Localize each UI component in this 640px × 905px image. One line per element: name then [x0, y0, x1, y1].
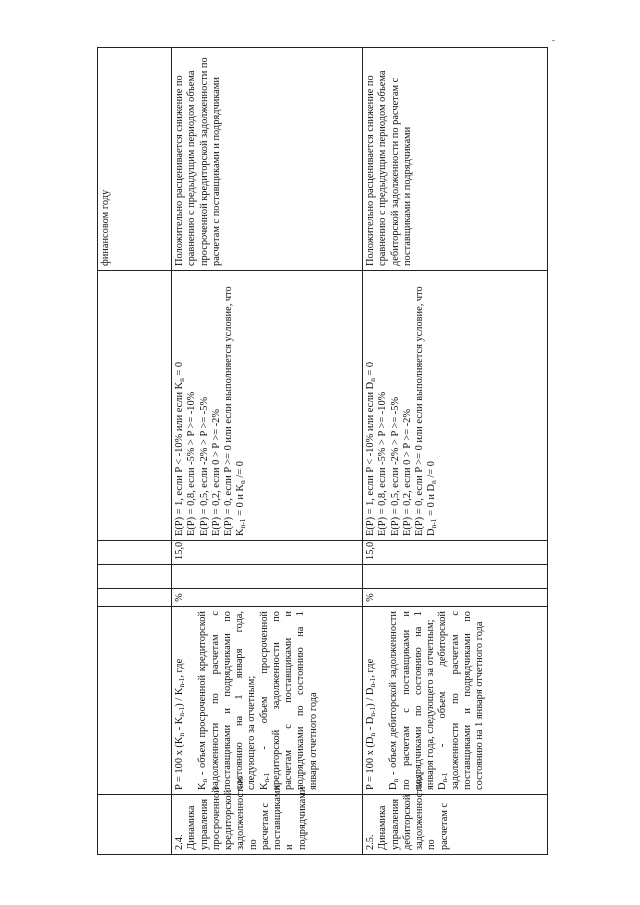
definition-previous: $K_{n-1}$ - объем просроченной кредиторской задолженности по расчетам с поставщиками и подрядчиками по состоянию на 1 января отчетного года [258, 611, 319, 790]
formula-text: E(P) = 0,8, если -5% > P >= -10% [186, 391, 198, 536]
evaluation-line [174, 275, 186, 536]
formula [365, 611, 377, 790]
header-cell-number [98, 795, 172, 855]
evaluation-cell [172, 271, 363, 541]
subscript: n-1 [368, 677, 377, 688]
formula-text: E(P) = 0,2, если 0 > P >= -2% [401, 409, 413, 536]
header-cell-evaluation [98, 271, 172, 541]
scan-mark [552, 40, 555, 41]
indicator-name: Динамика управления дебиторской задолженностью по расчетам с [377, 775, 450, 850]
row-number-and-name [172, 775, 363, 855]
header-cell-weight [98, 541, 172, 565]
subscript: n-1 [238, 518, 248, 529]
evaluation-line [211, 275, 223, 536]
formula-text: = 0 [365, 361, 376, 379]
formula-text: E(P) = 0,5, если -2% > P >= -5% [198, 396, 210, 536]
definition-previous: $D_{n-1}$ - объем дебиторской задолженности по расчетам с поставщиками и подрядчиками по состоянию на 1 января отчетного года [437, 611, 486, 790]
formula-text: E(P) = 0,2, если 0 > P >= -2% [210, 409, 222, 536]
indicator-name: Динамика управления просроченной кредиторской задолженностью по расчетам с поставщиками и подрядчиками [186, 775, 308, 850]
header-cell-comment: финансовом году [98, 48, 172, 271]
empty-cell [172, 565, 363, 589]
formula-text: P = 100 x (K [174, 736, 185, 790]
evaluation-line [377, 275, 389, 536]
rotated-table-container [97, 48, 547, 855]
formula-text: = 0 и D [426, 483, 438, 519]
formula-cell [363, 607, 548, 795]
header-cell-empty [98, 565, 172, 589]
row-number: 2.4. [174, 834, 185, 850]
comment-cell: Положительно расценивается снижение по сравнению с предыдущим периодом объема дебиторской задолженности по расчетам с поставщиками и подрядчиками [363, 48, 548, 271]
subscript: n [368, 732, 377, 737]
formula-text: /= 0 [235, 461, 247, 481]
formula-text: E(P) = 1, если P < -10% или если K [174, 381, 185, 536]
formula-text: - K [174, 716, 185, 733]
row-number: 2.5. [365, 834, 376, 850]
subscript: n [429, 480, 439, 484]
indicators-table [97, 47, 548, 855]
evaluation-line [199, 275, 211, 536]
subscript: n-1 [368, 706, 377, 717]
table-header-row [98, 48, 172, 855]
formula-text: , где [365, 658, 376, 678]
weight-cell: 15,0 [172, 541, 363, 565]
subscript: n [177, 378, 186, 382]
evaluation-line [414, 275, 439, 536]
row-number-and-name [363, 775, 548, 855]
formula-text: E(P) = 0, если P >= 0 или если выполняется условие, что K [223, 286, 247, 536]
subscript: n [238, 480, 248, 484]
formula-cell [172, 607, 363, 795]
header-cell-unit [98, 589, 172, 607]
formula-text: E(P) = 0,5, если -2% > P >= -5% [389, 396, 401, 536]
subscript: n-1 [177, 706, 186, 717]
unit-cell: % [172, 589, 363, 607]
formula-text: = 0 и K [235, 483, 247, 519]
empty-cell [363, 565, 548, 589]
table-row [363, 48, 548, 855]
formula-text: - D [365, 716, 376, 733]
definition-current: $D_n$ - объем дебиторской задолженности по расчетам с поставщиками и подрядчиками по состоянию на 1 января года, следующего за отчетным; [388, 611, 437, 790]
formula-text: ) / D [365, 687, 376, 707]
unit-cell: % [363, 589, 548, 607]
formula-text: E(P) = 0, если P >= 0 или если выполняется условие, что D [414, 286, 438, 536]
evaluation-line [402, 275, 414, 536]
definition-current: $K_n$ - объем просроченной кредиторской задолженности по расчетам с поставщиками и подрядчиками по состоянию на 1 января года, следующего за отчетным; [197, 611, 258, 790]
formula-text: , где [174, 658, 185, 678]
subscript: n [177, 732, 186, 737]
evaluation-line [186, 275, 198, 536]
comment-cell: Положительно расценивается снижение по сравнению с предыдущим периодом объема просроченной кредиторской задолженности по расчетам с поставщиками и подрядчиками [172, 48, 363, 271]
formula-text: ) / K [174, 687, 185, 707]
evaluation-line [223, 275, 248, 536]
formula-text: = 0 [174, 361, 185, 379]
evaluation-line [365, 275, 377, 536]
subscript: n [368, 378, 377, 382]
weight-cell: 15,0 [363, 541, 548, 565]
table-row [172, 48, 363, 855]
header-cell-formula [98, 607, 172, 795]
subscript: n-1 [177, 677, 186, 688]
formula [174, 611, 186, 790]
evaluation-cell [363, 271, 548, 541]
formula-text: E(P) = 1, если P < -10% или если D [365, 381, 376, 536]
formula-text: P = 100 x (D [365, 736, 376, 790]
formula-text: E(P) = 0,8, если -5% > P >= -10% [377, 391, 389, 536]
evaluation-line [390, 275, 402, 536]
subscript: n-1 [429, 518, 439, 529]
formula-text: /= 0 [426, 461, 438, 481]
